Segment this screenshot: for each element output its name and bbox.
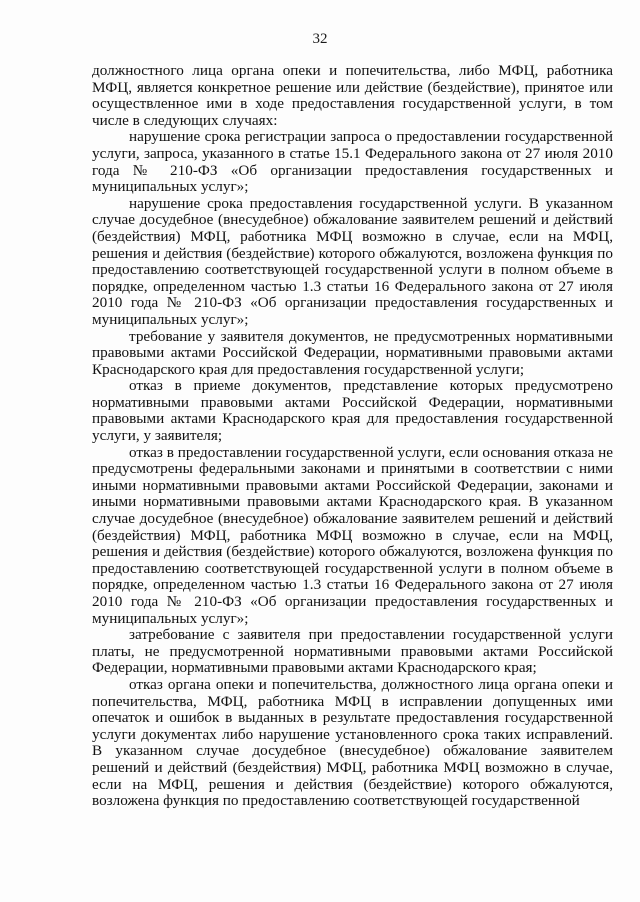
paragraph-fee-demand: затребование с заявителя при предоставлении государственной услуги платы, не предусмотренной нормативными правовыми актами Российской Федерации, нормативными правовыми актами Краснодарского края;	[92, 626, 613, 677]
paragraph-document-refusal: отказ в приеме документов, представление которых предусмотрено нормативными правовыми актами Российской Федерации, нормативными правовыми актами Краснодарского края для предоставления государственной услуги, у заявителя;	[92, 377, 613, 445]
paragraph-service-deadline: нарушение срока предоставления государственной услуги. В указанном случае досудебное (внесудебное) обжалование заявителем решений и действий (бездействия) МФЦ, работника МФЦ возможно в случае, если на МФЦ, решения и действия (бездействие) которого обжалуются, возложена функция по предоставлению соответствующей государственной услуги в полном объеме в порядке, определенном частью 1.3 статьи 16 Федерального закона от 27 июля 2010 года № 210-ФЗ «Об организации предоставления государственных и муниципальных услуг»;	[92, 194, 613, 328]
page-number: 32	[312, 31, 328, 47]
paragraph-continuation: должностного лица органа опеки и попечительства, либо МФЦ, работника МФЦ, является конкретное решение или действие (бездействие), принятое или осуществленное ими в ходе предоставления государственной услуги, в том числе в следующих случаях:	[92, 62, 613, 129]
paragraph-registration-deadline: нарушение срока регистрации запроса о предоставлении государственной услуги, запроса, указанного в статье 15.1 Федерального закона от 27 июля 2010 года № 210-ФЗ «Об организации предоставления государственных и муниципальных услуг»;	[92, 128, 613, 196]
paragraph-correction-refusal: отказ органа опеки и попечительства, должностного лица органа опеки и попечительства, МФЦ, работника МФЦ в исправлении допущенных ими опечаток и ошибок в выданных в результате предоставления государственной услуги документах либо нарушение установленного срока таких исправлений. В указанном случае досудебное (внесудебное) обжалование заявителем решений и действий (бездействия) МФЦ, работника МФЦ возможно в случае, если на МФЦ, решения и действия (бездействие) которого обжалуются, возложена функция по предоставлению соответствующей государственной	[92, 675, 613, 810]
paragraph-service-refusal: отказ в предоставлении государственной услуги, если основания отказа не предусмотрены федеральными законами и принятыми в соответствии с ними иными нормативными правовыми актами Российской Федерации, законами и иными нормативными правовыми актами Краснодарского края. В указанном случае досудебное (внесудебное) обжалование заявителем решений и действий (бездействия) МФЦ, работника МФЦ возможно в случае, если на МФЦ, решения и действия (бездействие) которого обжалуются, возложена функция по предоставлению соответствующей государственной услуги в полном объеме в порядке, определенном частью 1.3 статьи 16 Федерального закона от 27 июля 2010 года № 210-ФЗ «Об организации предоставления государственных и муниципальных услуг»;	[92, 443, 613, 627]
document-body	[92, 63, 613, 810]
paragraph-extra-documents: требование у заявителя документов, не предусмотренных нормативными правовыми актами Российской Федерации, нормативными правовыми актами Краснодарского края для предоставления государственной услуги;	[92, 327, 613, 378]
